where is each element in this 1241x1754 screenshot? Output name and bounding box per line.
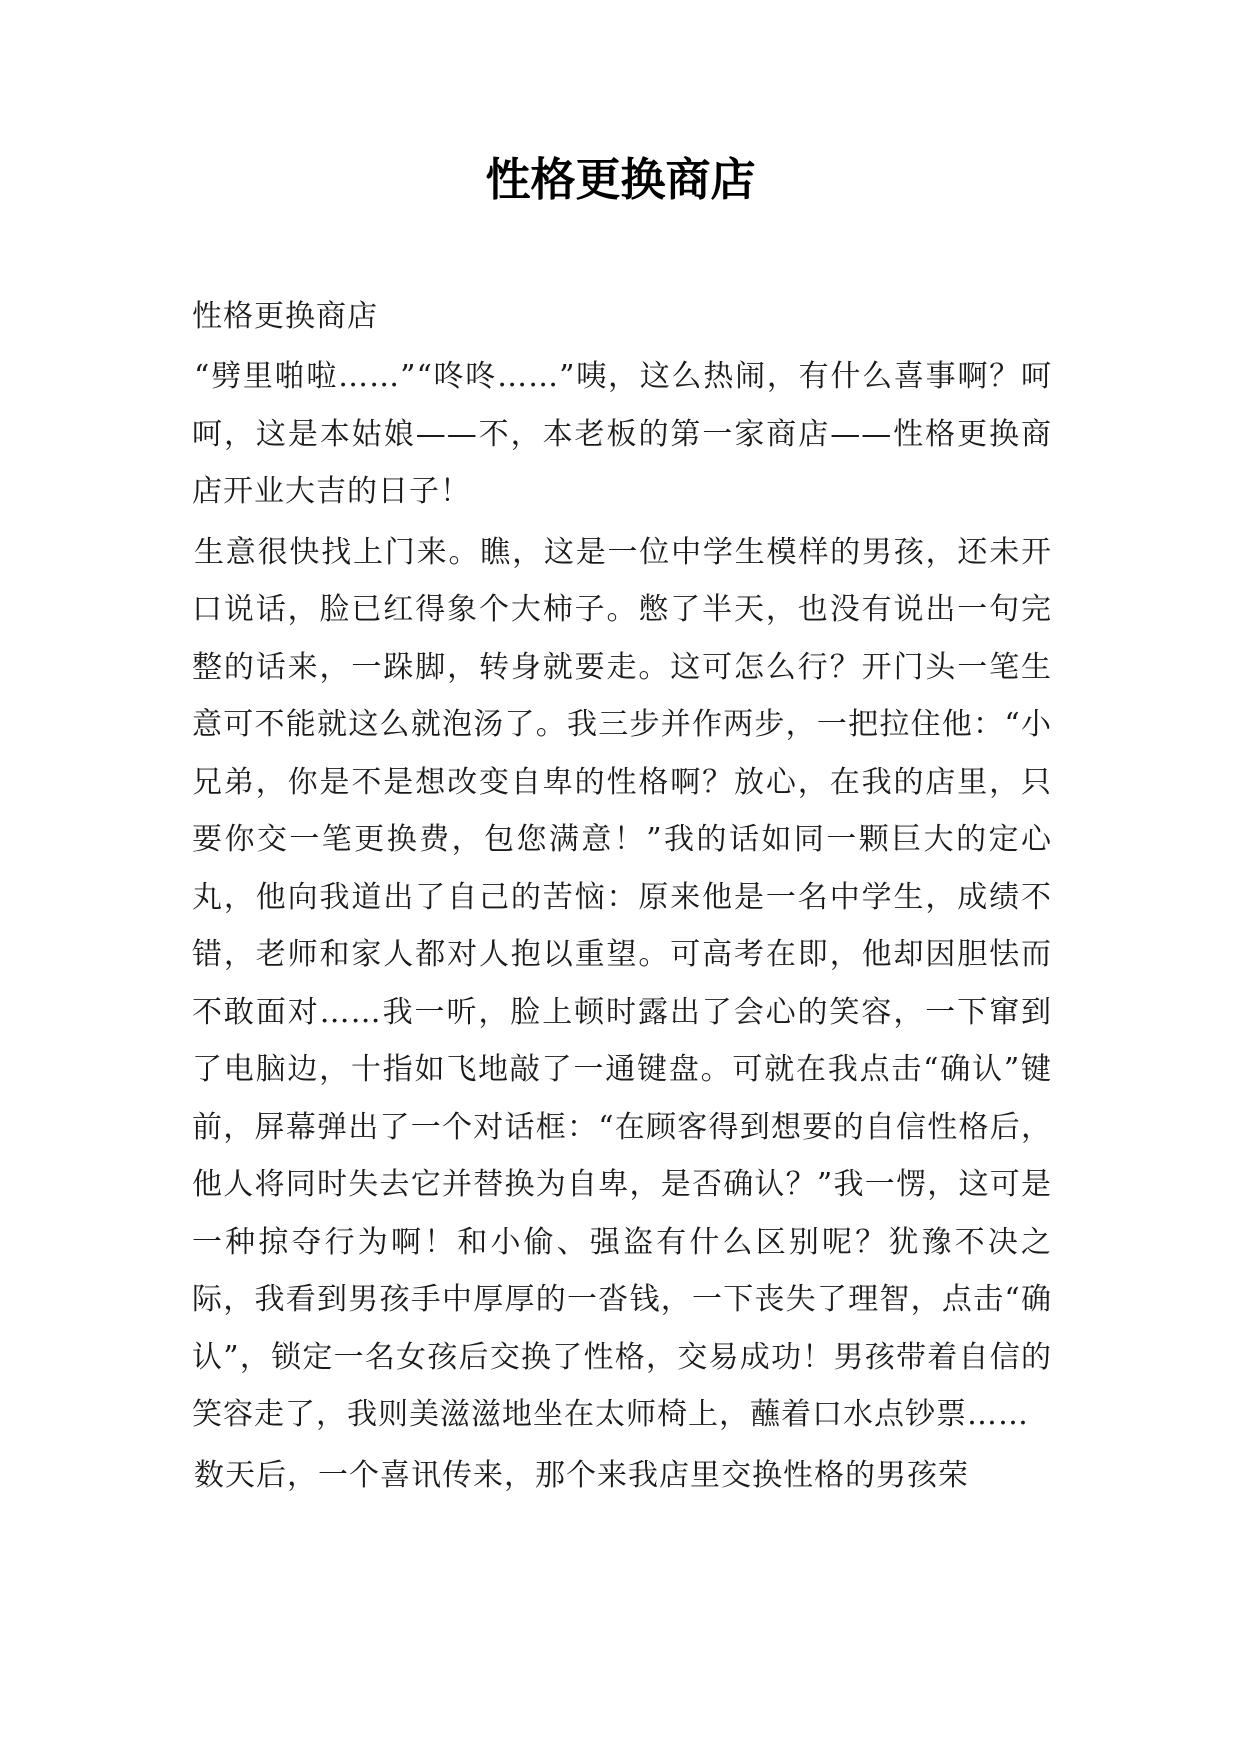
document-body [192,288,1052,1507]
paragraph-news: 数天后，一个喜讯传来，那个来我店里交换性格的男孩荣 [194,1457,969,1493]
paragraph-opening: “劈里啪啦……”“咚咚……”咦，这么热闹，有什么喜事啊？呵呵，这是本姑娘——不，本老板的第一家商店——性格更换商店开业大吉的日子！ [192,359,1052,509]
document-subtitle: 性格更换商店 [192,299,378,334]
document-title: 性格更换商店 [485,153,756,206]
paragraph-story: 生意很快找上门来。瞧，这是一位中学生模样的男孩，还未开口说话，脸已红得象个大柿子。憋了半天，也没有说出一句完整的话来，一跺脚，转身就要走。这可怎么行？开门头一笔生意可不能就这么就泡汤了。我三步并作两步，一把拉住他：“小兄弟，你是不是想改变自卑的性格啊？放心，在我的店里，只要你交一笔更换费，包您满意！”我的话如同一颗巨大的定心丸，他向我道出了自己的苦恼：原来他是一名中学生，成绩不错，老师和家人都对人抱以重望。可高考在即，他却因胆怯而不敢面对……我一听，脸上顿时露出了会心的笑容，一下窜到了电脑边，十指如飞地敲了一通键盘。可就在我点击“确认”键前，屏幕弹出了一个对话框：“在顾客得到想要的自信性格后，他人将同时失去它并替换为自卑，是否确认？”我一愣，这可是一种掠夺行为啊！和小偷、强盗有什么区别呢？犹豫不决之际，我看到男孩手中厚厚的一沓钱，一下丧失了理智，点击“确认”，锁定一名女孩后交换了性格，交易成功！男孩带着自信的笑容走了，我则美滋滋地坐在太师椅上，蘸着口水点钞票…… [192,534,1052,1432]
